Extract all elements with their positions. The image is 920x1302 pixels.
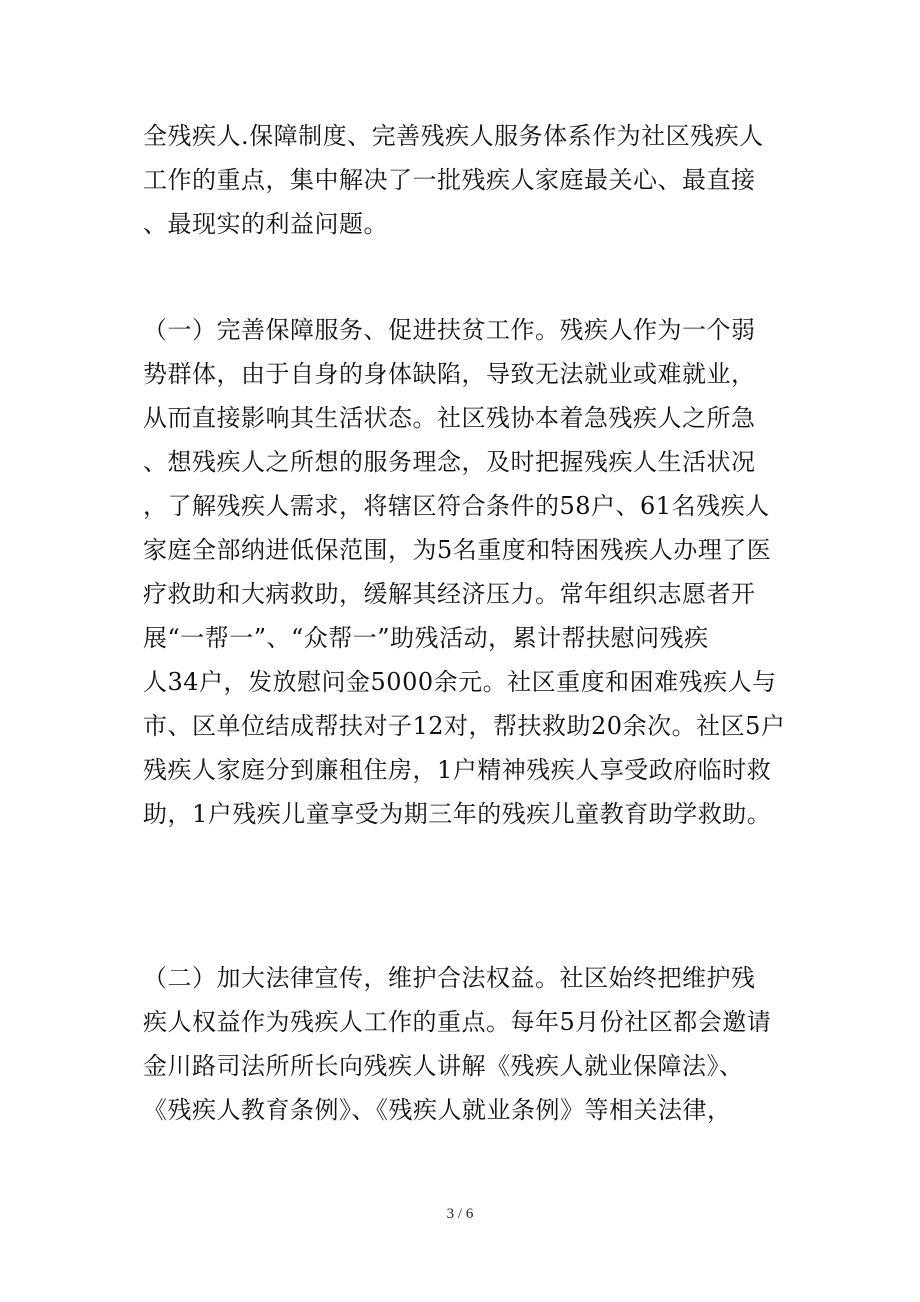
text-line: 工作的重点，集中解决了一批残疾人家庭最关心、最直接 <box>143 166 756 194</box>
text-line: 展“一帮一”、“众帮一”助残活动，累计帮扶慰问残疾 <box>143 624 709 652</box>
text-line: 、最现实的利益问题。 <box>143 210 388 238</box>
text-line: 势群体，由于自身的身体缺陷，导致无法就业或难就业， <box>143 360 756 388</box>
text-line: （二）加大法律宣传，维护合法权益。社区始终把维护残 <box>143 964 756 992</box>
text-line: 残疾人家庭分到廉租住房，1户精神残疾人享受政府临时救 <box>143 756 772 784</box>
text-line: 、想残疾人之所想的服务理念，及时把握残疾人生活状况 <box>143 448 756 476</box>
text-line: 疗救助和大病救助，缓解其经济压力。常年组织志愿者开 <box>143 580 756 608</box>
text-line: （一）完善保障服务、促进扶贫工作。残疾人作为一个弱 <box>143 316 756 344</box>
text-line: ，了解残疾人需求，将辖区符合条件的58户、61名残疾人 <box>143 492 770 520</box>
text-line: 市、区单位结成帮扶对子12对，帮扶救助20余次。社区5户 <box>143 712 786 740</box>
text-line: 全残疾人.保障制度、完善残疾人服务体系作为社区残疾人 <box>143 122 764 150</box>
text-line: 人34户，发放慰问金5000余元。社区重度和困难残疾人与 <box>143 668 777 696</box>
text-line: 《残疾人教育条例》、《残疾人就业条例》等相关法律， <box>143 1096 732 1124</box>
text-line: 从而直接影响其生活状态。社区残协本着急残疾人之所急 <box>143 404 756 432</box>
page-number: 3 / 6 <box>446 1206 474 1222</box>
text-line: 助，1户残疾儿童享受为期三年的残疾儿童教育助学救助。 <box>143 800 772 828</box>
text-line: 金川路司法所所长向残疾人讲解《残疾人就业保障法》、 <box>143 1052 744 1080</box>
text-line: 疾人权益作为残疾人工作的重点。每年5月份社区都会邀请 <box>143 1008 772 1036</box>
text-line: 家庭全部纳进低保范围，为5名重度和特困残疾人办理了医 <box>143 536 772 564</box>
